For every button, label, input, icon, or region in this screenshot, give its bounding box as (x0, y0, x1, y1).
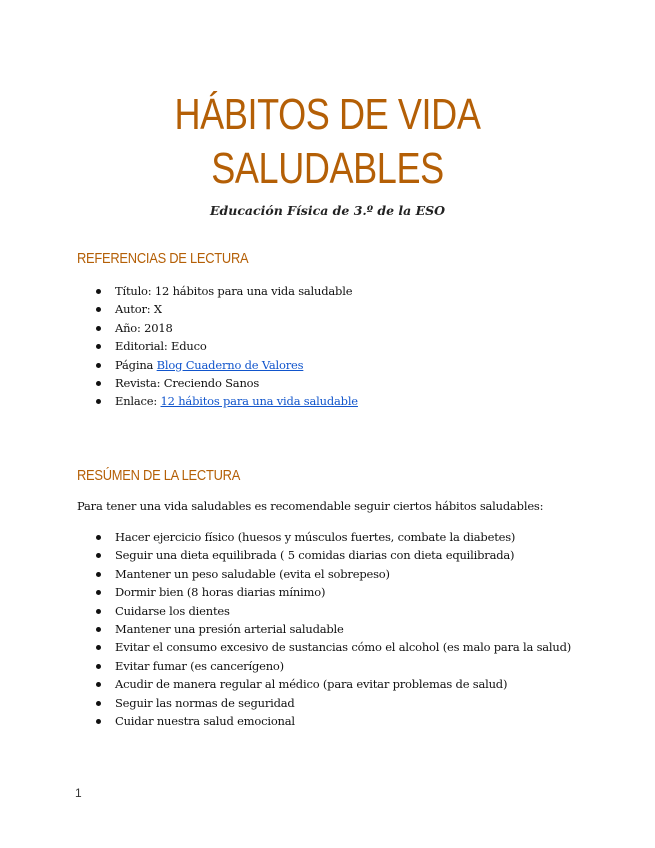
reference-label: Título: 12 hábitos para una vida saludable (115, 284, 353, 298)
references-list (96, 282, 358, 411)
page-title (59, 88, 596, 196)
title-line-2: SALUDABLES (211, 144, 444, 193)
list-item: Seguir una dieta equilibrada ( 5 comidas diarias con dieta equilibrada) (96, 546, 571, 564)
summary-heading: RESÚMEN DE LA LECTURA (77, 467, 241, 484)
subtitle: Educación Física de 3.º de la ESO (209, 203, 446, 218)
list-item: Cuidarse los dientes (96, 602, 571, 620)
list-item: Evitar el consumo excesivo de sustancias cómo el alcohol (es malo para la salud) (96, 638, 571, 656)
reference-item-publisher (96, 337, 358, 355)
article-link[interactable]: 12 hábitos para una vida saludable (160, 394, 358, 409)
title-line-1: HÁBITOS DE VIDA (174, 90, 481, 139)
reference-item-page (96, 356, 358, 374)
page-number: 1 (75, 786, 82, 800)
reference-item-author (96, 300, 358, 318)
list-item: Acudir de manera regular al médico (para evitar problemas de salud) (96, 675, 571, 693)
list-item: Mantener un peso saludable (evita el sobrepeso) (96, 565, 571, 583)
blog-link[interactable]: Blog Cuaderno de Valores (156, 357, 304, 372)
list-item: Cuidar nuestra salud emocional (96, 712, 571, 730)
references-heading: REFERENCIAS DE LECTURA (77, 250, 249, 267)
reference-label: Autor: X (115, 302, 162, 317)
list-item: Seguir las normas de seguridad (96, 694, 571, 712)
summary-list (96, 528, 571, 730)
reference-label: Editorial: Educo (115, 339, 207, 354)
reference-item-link (96, 392, 358, 410)
reference-item-title (96, 282, 358, 300)
reference-label: Revista: Creciendo Sanos (115, 375, 260, 390)
list-item: Dormir bien (8 horas diarias mínimo) (96, 583, 571, 601)
list-item: Mantener una presión arterial saludable (96, 620, 571, 638)
reference-label: Año: 2018 (115, 320, 173, 335)
reference-item-magazine (96, 374, 358, 392)
reference-label: Página (115, 357, 157, 372)
list-item: Hacer ejercicio físico (huesos y músculos fuertes, combate la diabetes) (96, 528, 571, 546)
reference-item-year (96, 319, 358, 337)
list-item: Evitar fumar (es cancerígeno) (96, 657, 571, 675)
reference-label: Enlace: (115, 394, 161, 409)
summary-intro: Para tener una vida saludables es recomendable seguir ciertos hábitos saludables: (77, 499, 544, 513)
